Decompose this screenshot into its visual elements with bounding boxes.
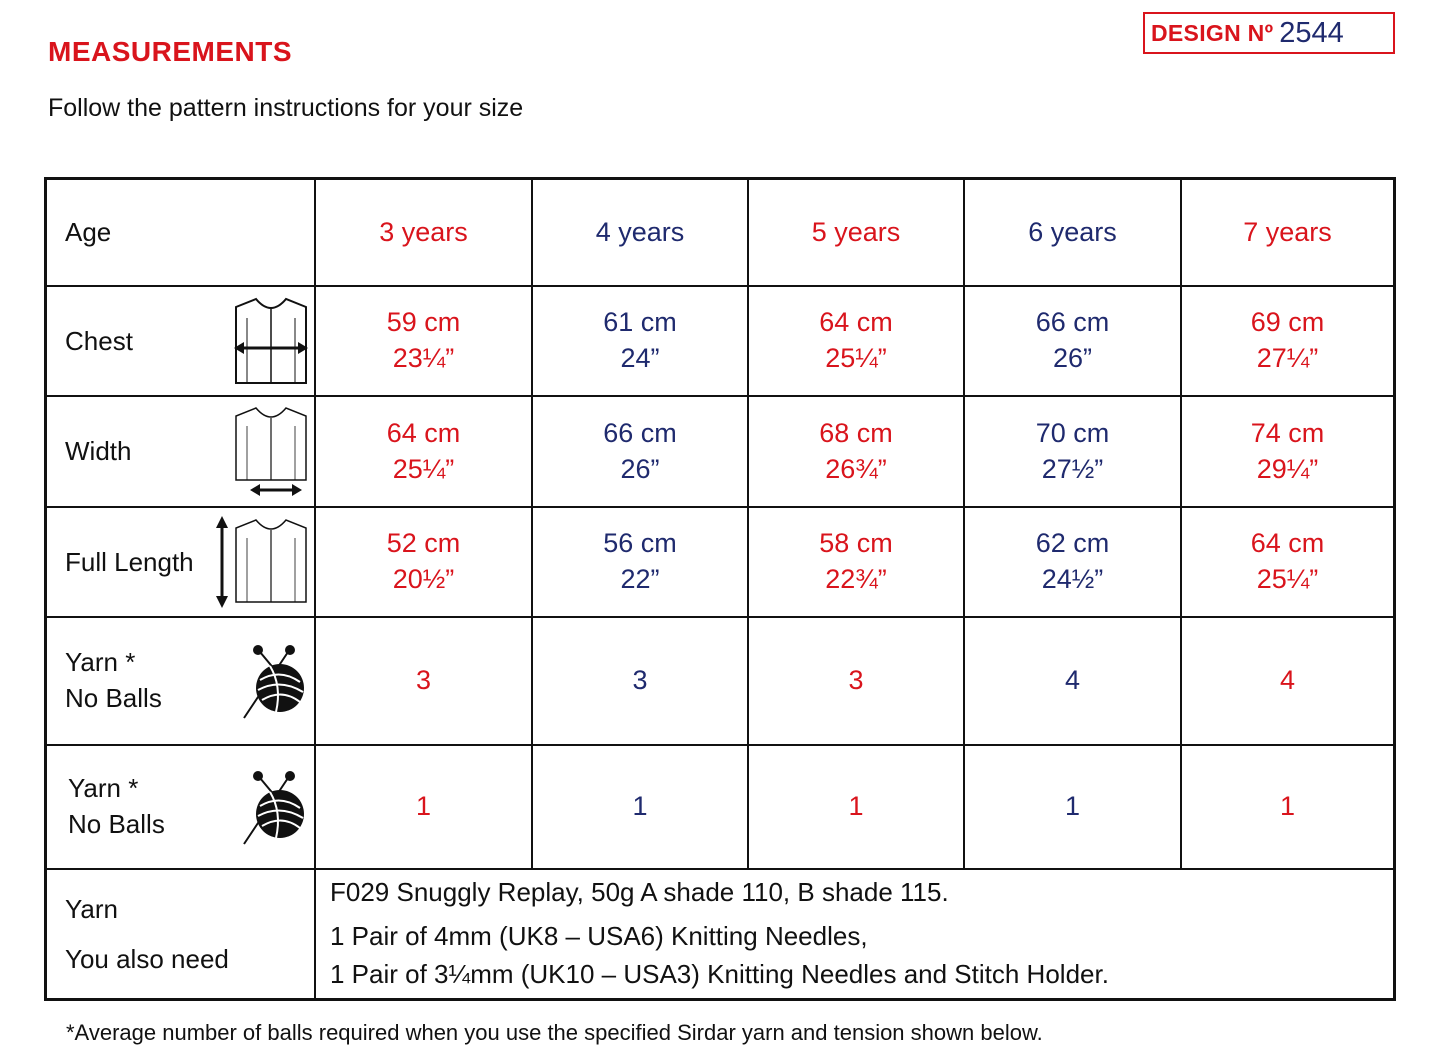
length-cell xyxy=(533,508,749,618)
value-cm: 69 cm xyxy=(1250,307,1325,338)
value-inches: 20½” xyxy=(392,564,455,594)
chest-cell xyxy=(965,287,1182,397)
age-label-cell xyxy=(47,180,316,287)
yarn-b-balls-cell: 1 xyxy=(1182,746,1393,870)
yarn-a-label-cell xyxy=(47,618,316,746)
balls-label: No Balls xyxy=(65,683,162,713)
length-cell xyxy=(965,508,1182,618)
value-cm: 64 cm xyxy=(386,417,461,448)
cardigan-length-icon xyxy=(212,514,310,610)
age-label: Age xyxy=(65,217,112,248)
width-label-cell xyxy=(47,397,316,508)
footnote: *Average number of balls required when you use the specified Sirdar yarn and tension shown below. xyxy=(66,1020,1043,1045)
age-cell: 7 years xyxy=(1182,180,1393,287)
value-cm: 56 cm xyxy=(603,528,677,559)
value-cm: 52 cm xyxy=(386,528,461,559)
yarn-label: Yarn * xyxy=(68,773,139,804)
value-inches: 22” xyxy=(620,564,660,594)
yarn-b-balls-cell: 1 xyxy=(965,746,1182,870)
value-cm: 66 cm xyxy=(1035,307,1110,338)
width-cell xyxy=(316,397,533,508)
yarn-a-balls-cell: 3 xyxy=(533,618,749,746)
cardigan-width-icon xyxy=(232,404,310,500)
value-inches: 27½” xyxy=(1041,453,1104,484)
yarn-b-label-cell xyxy=(47,746,316,870)
width-label: Width xyxy=(65,436,132,467)
width-cell xyxy=(1182,397,1393,508)
yarn-a-balls-cell: 4 xyxy=(965,618,1182,746)
value-cm: 74 cm xyxy=(1250,417,1325,448)
value-inches: 25¼” xyxy=(825,343,887,373)
yarn-info-cell xyxy=(316,870,1393,998)
value-cm: 64 cm xyxy=(819,307,893,338)
value-cm: 59 cm xyxy=(386,307,461,338)
needles-line-2: 1 Pair of 3¼mm (UK10 – USA3) Knitting Needles and Stitch Holder. xyxy=(330,958,1109,989)
yarn-a-balls-cell: 3 xyxy=(316,618,533,746)
balls-label: No Balls xyxy=(68,809,165,839)
length-cell xyxy=(749,508,965,618)
chest-cell xyxy=(316,287,533,397)
yarn-a-balls-cell: 4 xyxy=(1182,618,1393,746)
value-inches: 27¼” xyxy=(1256,343,1319,373)
chest-label-cell xyxy=(47,287,316,397)
value-inches: 26¾” xyxy=(825,453,887,484)
yarn-a-balls-cell: 3 xyxy=(749,618,965,746)
cardigan-chest-icon xyxy=(232,293,310,389)
age-cell: 4 years xyxy=(533,180,749,287)
value-inches: 23¼” xyxy=(392,343,455,373)
also-need-label: You also need xyxy=(65,944,229,974)
yarn-info-label: Yarn xyxy=(65,893,118,924)
width-cell xyxy=(749,397,965,508)
chest-cell xyxy=(1182,287,1393,397)
value-inches: 25¼” xyxy=(392,453,455,484)
design-number: 2544 xyxy=(1279,16,1344,49)
yarn-info-label-cell xyxy=(47,870,316,998)
value-inches: 26” xyxy=(1052,343,1093,373)
measurements-table xyxy=(44,177,1396,1001)
value-inches: 26” xyxy=(620,453,660,484)
subtitle: Follow the pattern instructions for your size xyxy=(48,94,524,122)
yarn-b-balls-cell: 1 xyxy=(749,746,965,870)
needles-line-1: 1 Pair of 4mm (UK8 – USA6) Knitting Needles, xyxy=(330,921,868,952)
value-cm: 64 cm xyxy=(1250,528,1325,559)
length-cell xyxy=(316,508,533,618)
yarn-b-balls-cell: 1 xyxy=(533,746,749,870)
length-label-cell xyxy=(47,508,316,618)
yarn-text: F029 Snuggly Replay, 50g A shade 110, B shade 115. xyxy=(330,877,949,908)
length-cell xyxy=(1182,508,1393,618)
value-cm: 62 cm xyxy=(1035,528,1110,559)
value-cm: 66 cm xyxy=(603,417,677,448)
length-label: Full Length xyxy=(65,546,194,577)
width-cell xyxy=(533,397,749,508)
value-inches: 29¼” xyxy=(1256,453,1319,484)
design-label: DESIGN Nº xyxy=(1151,19,1274,46)
value-cm: 70 cm xyxy=(1035,417,1110,448)
page-title: MEASUREMENTS xyxy=(48,36,293,67)
value-cm: 58 cm xyxy=(819,528,893,559)
age-cell: 5 years xyxy=(749,180,965,287)
value-inches: 24½” xyxy=(1041,564,1104,594)
yarn-ball-icon xyxy=(240,642,310,720)
value-cm: 68 cm xyxy=(819,417,893,448)
age-cell: 6 years xyxy=(965,180,1182,287)
yarn-label: Yarn * xyxy=(65,647,136,678)
chest-label: Chest xyxy=(65,325,133,356)
yarn-b-balls-cell: 1 xyxy=(316,746,533,870)
chest-cell xyxy=(749,287,965,397)
age-cell: 3 years xyxy=(316,180,533,287)
yarn-ball-icon xyxy=(240,768,310,846)
value-inches: 24” xyxy=(620,343,660,373)
value-cm: 61 cm xyxy=(603,307,677,338)
width-cell xyxy=(965,397,1182,508)
value-inches: 22¾” xyxy=(825,564,887,594)
chest-cell xyxy=(533,287,749,397)
value-inches: 25¼” xyxy=(1256,564,1319,594)
design-number-box xyxy=(1143,12,1395,54)
